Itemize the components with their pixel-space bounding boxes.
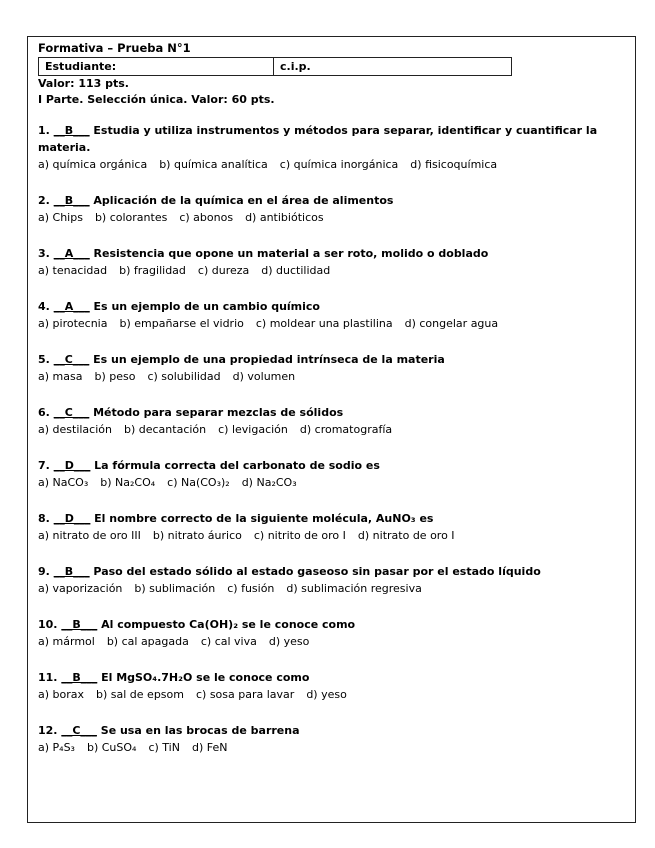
option-item: c) sosa para lavar	[195, 688, 295, 701]
options-row	[38, 421, 623, 438]
total-value: Valor: 113 pts.	[38, 77, 129, 90]
option-item: a) tenacidad	[38, 264, 108, 277]
option-item: a) NaCO₃	[38, 476, 89, 489]
question-text	[38, 245, 623, 262]
question-text	[38, 510, 623, 527]
question-item	[38, 457, 623, 491]
document-content	[38, 40, 623, 756]
answer-mark: __D___	[53, 459, 91, 472]
options-row	[38, 686, 623, 703]
question-number: 11.	[38, 671, 58, 684]
question-text	[38, 563, 623, 580]
question-text	[38, 669, 623, 686]
option-item: b) cal apagada	[106, 635, 189, 648]
options-row	[38, 633, 623, 650]
question-number: 9.	[38, 565, 50, 578]
option-item: d) fisicoquímica	[410, 158, 498, 171]
question-item	[38, 122, 623, 173]
answer-mark: __A___	[53, 247, 90, 260]
question-statement: Aplicación de la química en el área de alimentos	[93, 194, 394, 207]
question-statement: Método para separar mezclas de sólidos	[93, 406, 344, 419]
question-item	[38, 351, 623, 385]
options-row	[38, 262, 623, 279]
question-text	[38, 298, 623, 315]
student-table	[38, 57, 512, 76]
question-statement: Se usa en las brocas de barrena	[100, 724, 300, 737]
option-item: b) nitrato áurico	[152, 529, 242, 542]
option-item: c) nitrito de oro I	[253, 529, 346, 542]
question-text	[38, 457, 623, 474]
option-item: b) sublimación	[134, 582, 216, 595]
options-row	[38, 156, 623, 173]
question-item	[38, 245, 623, 279]
question-item	[38, 722, 623, 756]
answer-mark: __D___	[53, 512, 91, 525]
question-statement: Al compuesto Ca(OH)₂ se le conoce como	[101, 618, 356, 631]
options-row	[38, 580, 623, 597]
question-statement: La fórmula correcta del carbonato de sodio es	[94, 459, 380, 472]
question-item	[38, 192, 623, 226]
cip-label: c.i.p.	[274, 58, 512, 76]
option-item: c) solubilidad	[147, 370, 221, 383]
question-text	[38, 122, 623, 156]
answer-mark: __C___	[53, 406, 90, 419]
answer-mark: __B___	[53, 124, 90, 137]
question-number: 1.	[38, 124, 50, 137]
option-item: b) sal de epsom	[96, 688, 184, 701]
student-label: Estudiante:	[39, 58, 274, 76]
answer-mark: __B___	[53, 565, 90, 578]
options-row	[38, 474, 623, 491]
answer-mark: __B___	[61, 671, 98, 684]
question-statement: Resistencia que opone un material a ser roto, molido o doblado	[93, 247, 489, 260]
option-item: c) química inorgánica	[279, 158, 399, 171]
option-item: a) pirotecnia	[38, 317, 108, 330]
question-text	[38, 404, 623, 421]
option-item: d) nitrato de oro I	[357, 529, 455, 542]
question-number: 12.	[38, 724, 58, 737]
question-item	[38, 404, 623, 438]
question-number: 6.	[38, 406, 50, 419]
question-statement: Es un ejemplo de un cambio químico	[93, 300, 320, 313]
options-row	[38, 209, 623, 226]
question-text	[38, 616, 623, 633]
question-text	[38, 722, 623, 739]
option-item: b) fragilidad	[119, 264, 186, 277]
doc-title: Formativa – Prueba N°1	[38, 41, 191, 55]
question-statement: Estudia y utiliza instrumentos y métodos para separar, identificar y cuantificar la materia.	[38, 124, 598, 154]
question-item	[38, 563, 623, 597]
option-item: b) CuSO₄	[86, 741, 137, 754]
option-item: c) dureza	[197, 264, 250, 277]
options-row	[38, 368, 623, 385]
option-item: a) masa	[38, 370, 83, 383]
option-item: b) química analítica	[159, 158, 268, 171]
question-statement: El MgSO₄.7H₂O se le conoce como	[101, 671, 310, 684]
answer-mark: __A___	[53, 300, 90, 313]
option-item: d) Na₂CO₃	[241, 476, 297, 489]
question-item	[38, 669, 623, 703]
question-number: 10.	[38, 618, 58, 631]
option-item: d) ductilidad	[261, 264, 331, 277]
option-item: a) química orgánica	[38, 158, 148, 171]
options-row	[38, 315, 623, 332]
question-text	[38, 351, 623, 368]
option-item: c) moldear una plastilina	[255, 317, 393, 330]
option-item: b) colorantes	[94, 211, 168, 224]
option-item: c) levigación	[218, 423, 288, 436]
option-item: c) cal viva	[200, 635, 257, 648]
option-item: c) fusión	[227, 582, 275, 595]
options-row	[38, 739, 623, 756]
question-number: 7.	[38, 459, 50, 472]
question-list	[38, 122, 623, 756]
question-statement: Es un ejemplo de una propiedad intrínseca de la materia	[93, 353, 445, 366]
question-number: 3.	[38, 247, 50, 260]
option-item: a) destilación	[38, 423, 112, 436]
question-number: 5.	[38, 353, 50, 366]
option-item: d) antibióticos	[245, 211, 324, 224]
answer-mark: __B___	[61, 618, 98, 631]
question-number: 2.	[38, 194, 50, 207]
option-item: d) congelar agua	[404, 317, 499, 330]
option-item: c) abonos	[179, 211, 234, 224]
option-item: b) Na₂CO₄	[100, 476, 156, 489]
option-item: d) sublimación regresiva	[286, 582, 422, 595]
option-item: d) yeso	[306, 688, 347, 701]
option-item: c) Na(CO₃)₂	[167, 476, 230, 489]
option-item: a) P₄S₃	[38, 741, 75, 754]
question-item	[38, 510, 623, 544]
answer-mark: __C___	[53, 353, 90, 366]
option-item: d) cromatografía	[299, 423, 393, 436]
question-number: 8.	[38, 512, 50, 525]
answer-mark: __C___	[61, 724, 97, 737]
question-statement: Paso del estado sólido al estado gaseoso sin pasar por el estado líquido	[93, 565, 541, 578]
part-title: I Parte. Selección única. Valor: 60 pts.	[38, 93, 275, 106]
question-item	[38, 298, 623, 332]
option-item: b) empañarse el vidrio	[119, 317, 244, 330]
answer-mark: __B___	[53, 194, 90, 207]
option-item: b) decantación	[123, 423, 207, 436]
question-text	[38, 192, 623, 209]
option-item: a) vaporización	[38, 582, 123, 595]
option-item: c) TiN	[148, 741, 180, 754]
option-item: a) Chips	[38, 211, 83, 224]
option-item: a) nitrato de oro III	[38, 529, 141, 542]
question-item	[38, 616, 623, 650]
option-item: d) volumen	[232, 370, 296, 383]
options-row	[38, 527, 623, 544]
option-item: b) peso	[94, 370, 136, 383]
option-item: d) FeN	[191, 741, 228, 754]
option-item: a) borax	[38, 688, 85, 701]
question-statement: El nombre correcto de la siguiente molécula, AuNO₃ es	[94, 512, 434, 525]
option-item: a) mármol	[38, 635, 95, 648]
option-item: d) yeso	[268, 635, 310, 648]
question-number: 4.	[38, 300, 50, 313]
